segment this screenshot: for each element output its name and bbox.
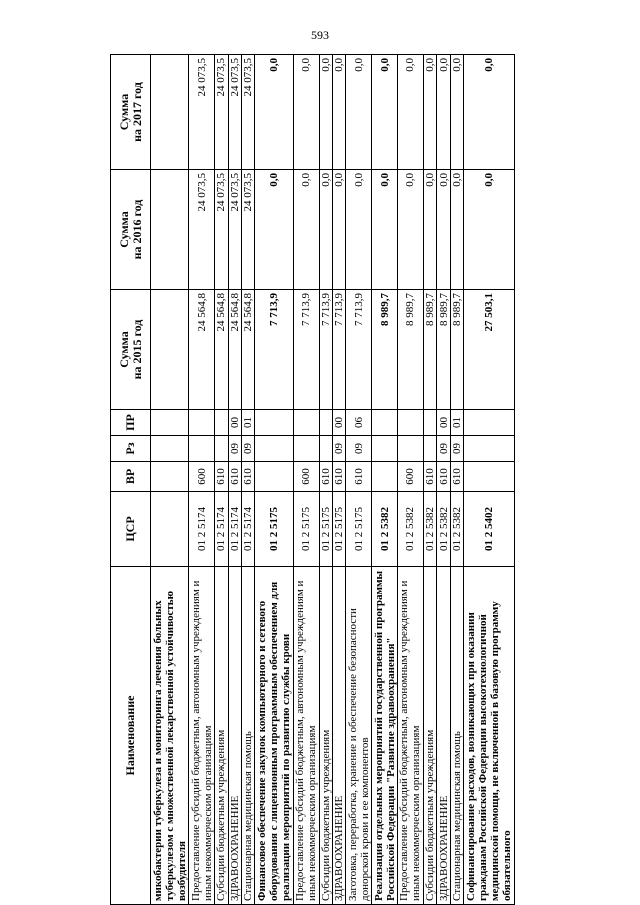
cell-vr: 610 [215, 462, 228, 492]
table-row [151, 55, 189, 905]
cell-pr [293, 410, 319, 436]
cell-csr: 01 2 5382 [398, 492, 424, 567]
cell-a2017: 0,0 [398, 55, 424, 170]
cell-csr: 01 2 5382 [437, 492, 450, 567]
cell-name: Заготовка, переработка, хранение и обеспечение безопасности донорской крови и ее компонентов [346, 567, 372, 905]
header-amount-2017 [111, 55, 151, 170]
cell-name: Стационарная медицинская помощь [241, 567, 254, 905]
header-amount-2017-line2: на 2017 год [129, 82, 144, 142]
cell-a2016: 0,0 [423, 170, 436, 290]
cell-name: Финансовое обеспечение закупок компьютерного и сетевого оборудования с лицензионным программным обеспечением для реализации мероприятий по развитию службы крови [255, 567, 293, 905]
cell-vr: 610 [437, 462, 450, 492]
cell-rz [464, 436, 515, 462]
cell-name: ЗДРАВООХРАНЕНИЕ [228, 567, 241, 905]
cell-a2016: 0,0 [346, 170, 372, 290]
cell-a2015: 7 713,9 [293, 290, 319, 410]
cell-rz [255, 436, 293, 462]
cell-a2017: 0,0 [255, 55, 293, 170]
cell-rz [293, 436, 319, 462]
cell-pr [189, 410, 215, 436]
header-amount-2016 [111, 170, 151, 290]
cell-a2015: 24 564,8 [215, 290, 228, 410]
cell-csr: 01 2 5175 [255, 492, 293, 567]
table-row [346, 55, 372, 905]
cell-pr [372, 410, 398, 436]
cell-a2015: 7 713,9 [255, 290, 293, 410]
table-row [319, 55, 332, 905]
table-row [215, 55, 228, 905]
cell-vr: 610 [450, 462, 463, 492]
cell-a2016: 0,0 [293, 170, 319, 290]
cell-pr: 00 [437, 410, 450, 436]
cell-a2015: 7 713,9 [346, 290, 372, 410]
cell-name: Субсидии бюджетным учреждениям [423, 567, 436, 905]
table-row [332, 55, 345, 905]
cell-a2017: 0,0 [332, 55, 345, 170]
cell-a2016: 24 073,5 [189, 170, 215, 290]
cell-csr: 01 2 5175 [332, 492, 345, 567]
table-row [450, 55, 463, 905]
table-row [241, 55, 254, 905]
cell-vr: 610 [241, 462, 254, 492]
cell-vr: 610 [423, 462, 436, 492]
cell-rz: 09 [346, 436, 372, 462]
cell-csr: 01 2 5175 [346, 492, 372, 567]
header-pr: ПР [111, 410, 151, 436]
header-amount-2015-line2: на 2015 год [129, 319, 144, 380]
header-amount-2015 [111, 290, 151, 410]
cell-csr: 01 2 5174 [241, 492, 254, 567]
cell-vr: 600 [398, 462, 424, 492]
cell-a2015: 8 989,7 [437, 290, 450, 410]
cell-a2016: 0,0 [398, 170, 424, 290]
table-header-row [111, 55, 151, 905]
cell-pr [398, 410, 424, 436]
table-row [228, 55, 241, 905]
table-row [189, 55, 215, 905]
cell-a2017: 0,0 [346, 55, 372, 170]
page-number: 593 [311, 28, 329, 42]
cell-csr: 01 2 5175 [319, 492, 332, 567]
cell-a2017: 0,0 [319, 55, 332, 170]
cell-rz [189, 436, 215, 462]
cell-pr [215, 410, 228, 436]
cell-rz [398, 436, 424, 462]
cell-rz: 09 [450, 436, 463, 462]
table-row [437, 55, 450, 905]
cell-name: ЗДРАВООХРАНЕНИЕ [332, 567, 345, 905]
cell-name: Субсидии бюджетным учреждениям [215, 567, 228, 905]
header-csr: ЦСР [111, 492, 151, 567]
cell-rz [319, 436, 332, 462]
cell-csr: 01 2 5382 [423, 492, 436, 567]
cell-a2016: 0,0 [372, 170, 398, 290]
cell-csr [151, 492, 189, 567]
cell-a2016: 24 073,5 [241, 170, 254, 290]
cell-csr: 01 2 5174 [228, 492, 241, 567]
cell-pr [255, 410, 293, 436]
cell-name: Стационарная медицинская помощь [450, 567, 463, 905]
cell-a2017: 0,0 [372, 55, 398, 170]
table-row [255, 55, 293, 905]
cell-pr: 06 [346, 410, 372, 436]
cell-a2017: 0,0 [450, 55, 463, 170]
cell-vr: 610 [319, 462, 332, 492]
header-amount-2015-line1: Сумма [116, 331, 131, 368]
cell-name: Предоставление субсидий бюджетным, автономным учреждениям и иным некоммерческим организациям [398, 567, 424, 905]
cell-a2016: 0,0 [450, 170, 463, 290]
cell-a2015: 24 564,8 [241, 290, 254, 410]
cell-a2015: 8 989,7 [372, 290, 398, 410]
cell-a2015: 24 564,8 [228, 290, 241, 410]
cell-vr: 600 [189, 462, 215, 492]
cell-a2017: 24 073,5 [215, 55, 228, 170]
cell-a2016: 0,0 [437, 170, 450, 290]
cell-pr: 01 [450, 410, 463, 436]
cell-pr: 01 [241, 410, 254, 436]
cell-csr: 01 2 5174 [215, 492, 228, 567]
cell-a2015: 8 989,7 [398, 290, 424, 410]
cell-pr [151, 410, 189, 436]
cell-rz: 09 [332, 436, 345, 462]
cell-a2016 [151, 170, 189, 290]
cell-rz: 09 [241, 436, 254, 462]
table-row [398, 55, 424, 905]
header-rz: Рз [111, 436, 151, 462]
cell-a2017: 24 073,5 [189, 55, 215, 170]
cell-a2015: 24 564,8 [189, 290, 215, 410]
cell-vr: 610 [228, 462, 241, 492]
cell-name: микобактерии туберкулеза и мониторинга лечения больных туберкулезом с множественной лекарственной устойчивостью возбудителя [151, 567, 189, 905]
cell-vr: 600 [293, 462, 319, 492]
cell-vr: 610 [346, 462, 372, 492]
cell-a2017: 0,0 [423, 55, 436, 170]
cell-pr [423, 410, 436, 436]
cell-pr [464, 410, 515, 436]
cell-name: Предоставление субсидий бюджетным, автономным учреждениям и иным некоммерческим организациям [293, 567, 319, 905]
cell-rz: 09 [228, 436, 241, 462]
header-name: Наименование [111, 567, 151, 905]
cell-vr [464, 462, 515, 492]
cell-a2016: 0,0 [255, 170, 293, 290]
header-vr: ВР [111, 462, 151, 492]
table-body [151, 55, 515, 905]
cell-rz [423, 436, 436, 462]
cell-a2015: 8 989,7 [423, 290, 436, 410]
cell-name: Реализация отдельных мероприятий государственной программы Российской Федерации "Развитие здравоохранения" [372, 567, 398, 905]
cell-a2016: 0,0 [332, 170, 345, 290]
cell-pr: 00 [332, 410, 345, 436]
cell-name: Софинансирование расходов, возникающих при оказании гражданам Российской Федерации высокотехнологичной медицинской помощи, не включенной в базовую программу обязательного [464, 567, 515, 905]
cell-rz [215, 436, 228, 462]
cell-a2017: 0,0 [464, 55, 515, 170]
cell-a2015: 7 713,9 [319, 290, 332, 410]
cell-a2015: 27 503,1 [464, 290, 515, 410]
table-row [423, 55, 436, 905]
cell-vr [372, 462, 398, 492]
header-amount-2016-line1: Сумма [116, 211, 131, 248]
cell-a2017: 0,0 [293, 55, 319, 170]
cell-a2015: 7 713,9 [332, 290, 345, 410]
table-row [293, 55, 319, 905]
cell-pr: 00 [228, 410, 241, 436]
cell-a2017: 24 073,5 [228, 55, 241, 170]
cell-a2016: 0,0 [319, 170, 332, 290]
cell-a2017 [151, 55, 189, 170]
cell-csr: 01 2 5174 [189, 492, 215, 567]
cell-rz [151, 436, 189, 462]
cell-csr: 01 2 5402 [464, 492, 515, 567]
cell-csr: 01 2 5382 [372, 492, 398, 567]
cell-a2017: 24 073,5 [241, 55, 254, 170]
cell-a2016: 0,0 [464, 170, 515, 290]
cell-name: ЗДРАВООХРАНЕНИЕ [437, 567, 450, 905]
cell-csr: 01 2 5382 [450, 492, 463, 567]
cell-rz [372, 436, 398, 462]
cell-a2016: 24 073,5 [215, 170, 228, 290]
cell-vr [255, 462, 293, 492]
cell-vr: 610 [332, 462, 345, 492]
cell-pr [319, 410, 332, 436]
cell-csr: 01 2 5175 [293, 492, 319, 567]
table-row [372, 55, 398, 905]
cell-a2015: 8 989,7 [450, 290, 463, 410]
cell-a2017: 0,0 [437, 55, 450, 170]
cell-a2016: 24 073,5 [228, 170, 241, 290]
cell-a2015 [151, 290, 189, 410]
header-amount-2017-line1: Сумма [116, 93, 131, 131]
cell-name: Субсидии бюджетным учреждениям [319, 567, 332, 905]
budget-table [110, 54, 515, 905]
cell-vr [151, 462, 189, 492]
cell-name: Предоставление субсидий бюджетным, автономным учреждениям и иным некоммерческим организациям [189, 567, 215, 905]
rotated-table-container [110, 55, 515, 905]
header-amount-2016-line2: на 2016 год [129, 199, 144, 260]
table-row [464, 55, 515, 905]
cell-rz: 09 [437, 436, 450, 462]
